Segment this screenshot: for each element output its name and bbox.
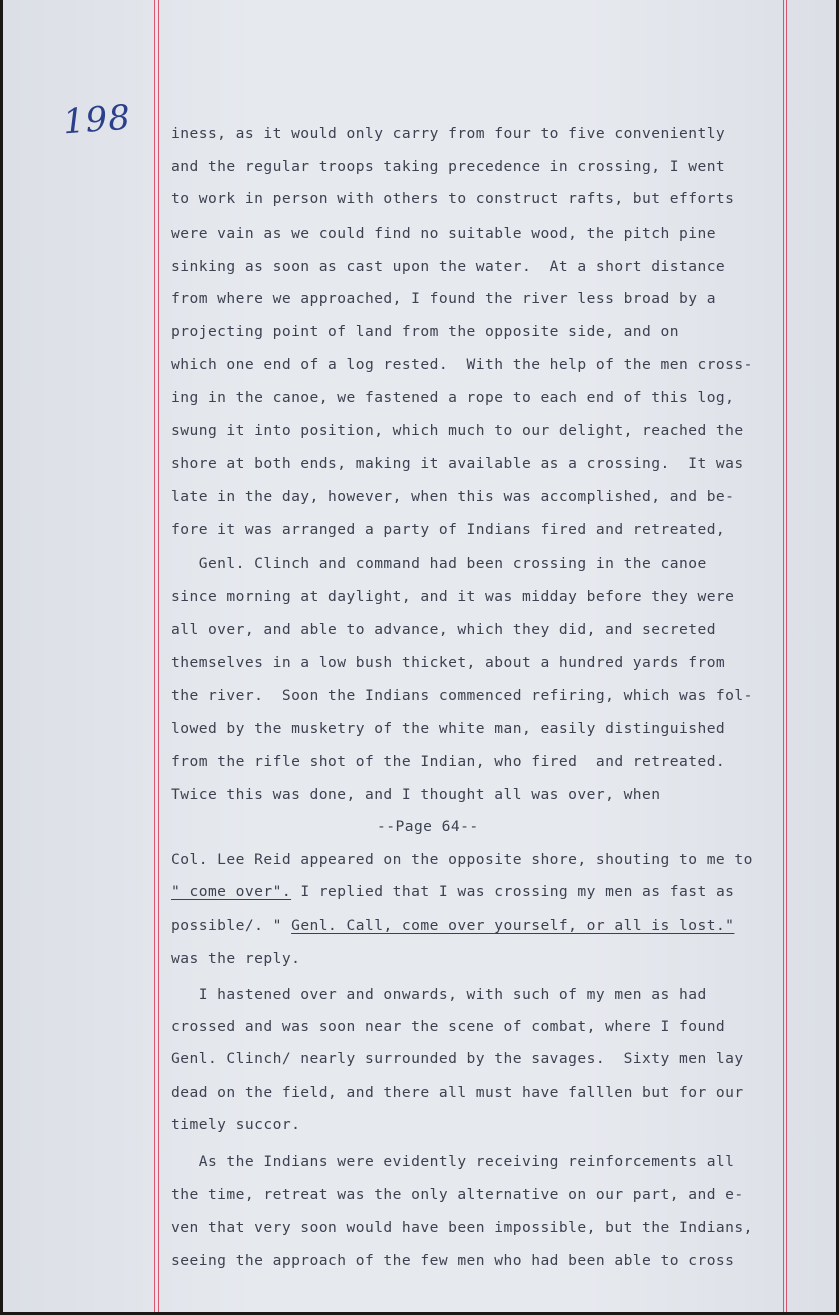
text-line: Twice this was done, and I thought all was over, when xyxy=(171,786,661,803)
text-line xyxy=(171,883,734,900)
text-line: ing in the canoe, we fastened a rope to each end of this log, xyxy=(171,389,735,406)
text-line: Col. Lee Reid appeared on the opposite shore, shouting to me to xyxy=(171,851,753,868)
page-marker: --Page 64-- xyxy=(377,818,479,835)
text-span: possible/. " xyxy=(171,917,292,934)
left-margin-rule xyxy=(154,0,155,1312)
text-line: swung it into position, which much to our delight, reached the xyxy=(171,422,744,439)
text-line: from the rifle shot of the Indian, who fired and retreated. xyxy=(171,753,726,770)
text-line xyxy=(171,917,734,934)
text-line: was the reply. xyxy=(171,950,301,967)
text-line: which one end of a log rested. With the help of the men cross- xyxy=(171,356,753,373)
text-line: all over, and able to advance, which they did, and secreted xyxy=(171,621,716,638)
text-line: dead on the field, and there all must have falllen but for our xyxy=(171,1084,744,1101)
text-line: sinking as soon as cast upon the water. At a short distance xyxy=(171,258,726,275)
text-line: timely succor. xyxy=(171,1116,301,1133)
text-line: the time, retreat was the only alternative on our part, and e- xyxy=(171,1186,744,1203)
text-span: I replied that I was crossing my men as fast as xyxy=(291,883,735,900)
text-line: to work in person with others to construct rafts, but efforts xyxy=(171,190,735,207)
right-margin-rule-outer xyxy=(786,0,787,1312)
text-line: Genl. Clinch and command had been crossing in the canoe xyxy=(171,555,707,572)
text-line: themselves in a low bush thicket, about a hundred yards from xyxy=(171,654,726,671)
text-line: As the Indians were evidently receiving reinforcements all xyxy=(171,1153,735,1170)
underlined-quote: Genl. Call, come over yourself, or all is lost." xyxy=(291,917,735,934)
typewritten-page xyxy=(3,0,836,1312)
text-line: and the regular troops taking precedence in crossing, I went xyxy=(171,158,726,175)
right-margin-rule xyxy=(783,0,784,1312)
text-line: the river. Soon the Indians commenced refiring, which was fol- xyxy=(171,687,753,704)
text-line: ven that very soon would have been impossible, but the Indians, xyxy=(171,1219,753,1236)
text-line: since morning at daylight, and it was midday before they were xyxy=(171,588,735,605)
handwritten-page-number: 198 xyxy=(61,97,133,143)
text-line: shore at both ends, making it available as a crossing. It was xyxy=(171,455,744,472)
text-line: late in the day, however, when this was accomplished, and be- xyxy=(171,488,735,505)
underlined-quote: " come over". xyxy=(171,883,292,900)
text-line: lowed by the musketry of the white man, easily distinguished xyxy=(171,720,726,737)
text-line: iness, as it would only carry from four to five conveniently xyxy=(171,125,726,142)
text-line: seeing the approach of the few men who had been able to cross xyxy=(171,1252,735,1269)
text-line: fore it was arranged a party of Indians fired and retreated, xyxy=(171,521,726,538)
text-line: Genl. Clinch/ nearly surrounded by the savages. Sixty men lay xyxy=(171,1050,744,1067)
text-line: crossed and was soon near the scene of combat, where I found xyxy=(171,1018,726,1035)
text-line: projecting point of land from the opposite side, and on xyxy=(171,323,679,340)
left-margin-rule-inner xyxy=(158,0,159,1312)
text-line: I hastened over and onwards, with such of my men as had xyxy=(171,986,707,1003)
text-line: were vain as we could find no suitable wood, the pitch pine xyxy=(171,225,716,242)
text-line: from where we approached, I found the river less broad by a xyxy=(171,290,716,307)
